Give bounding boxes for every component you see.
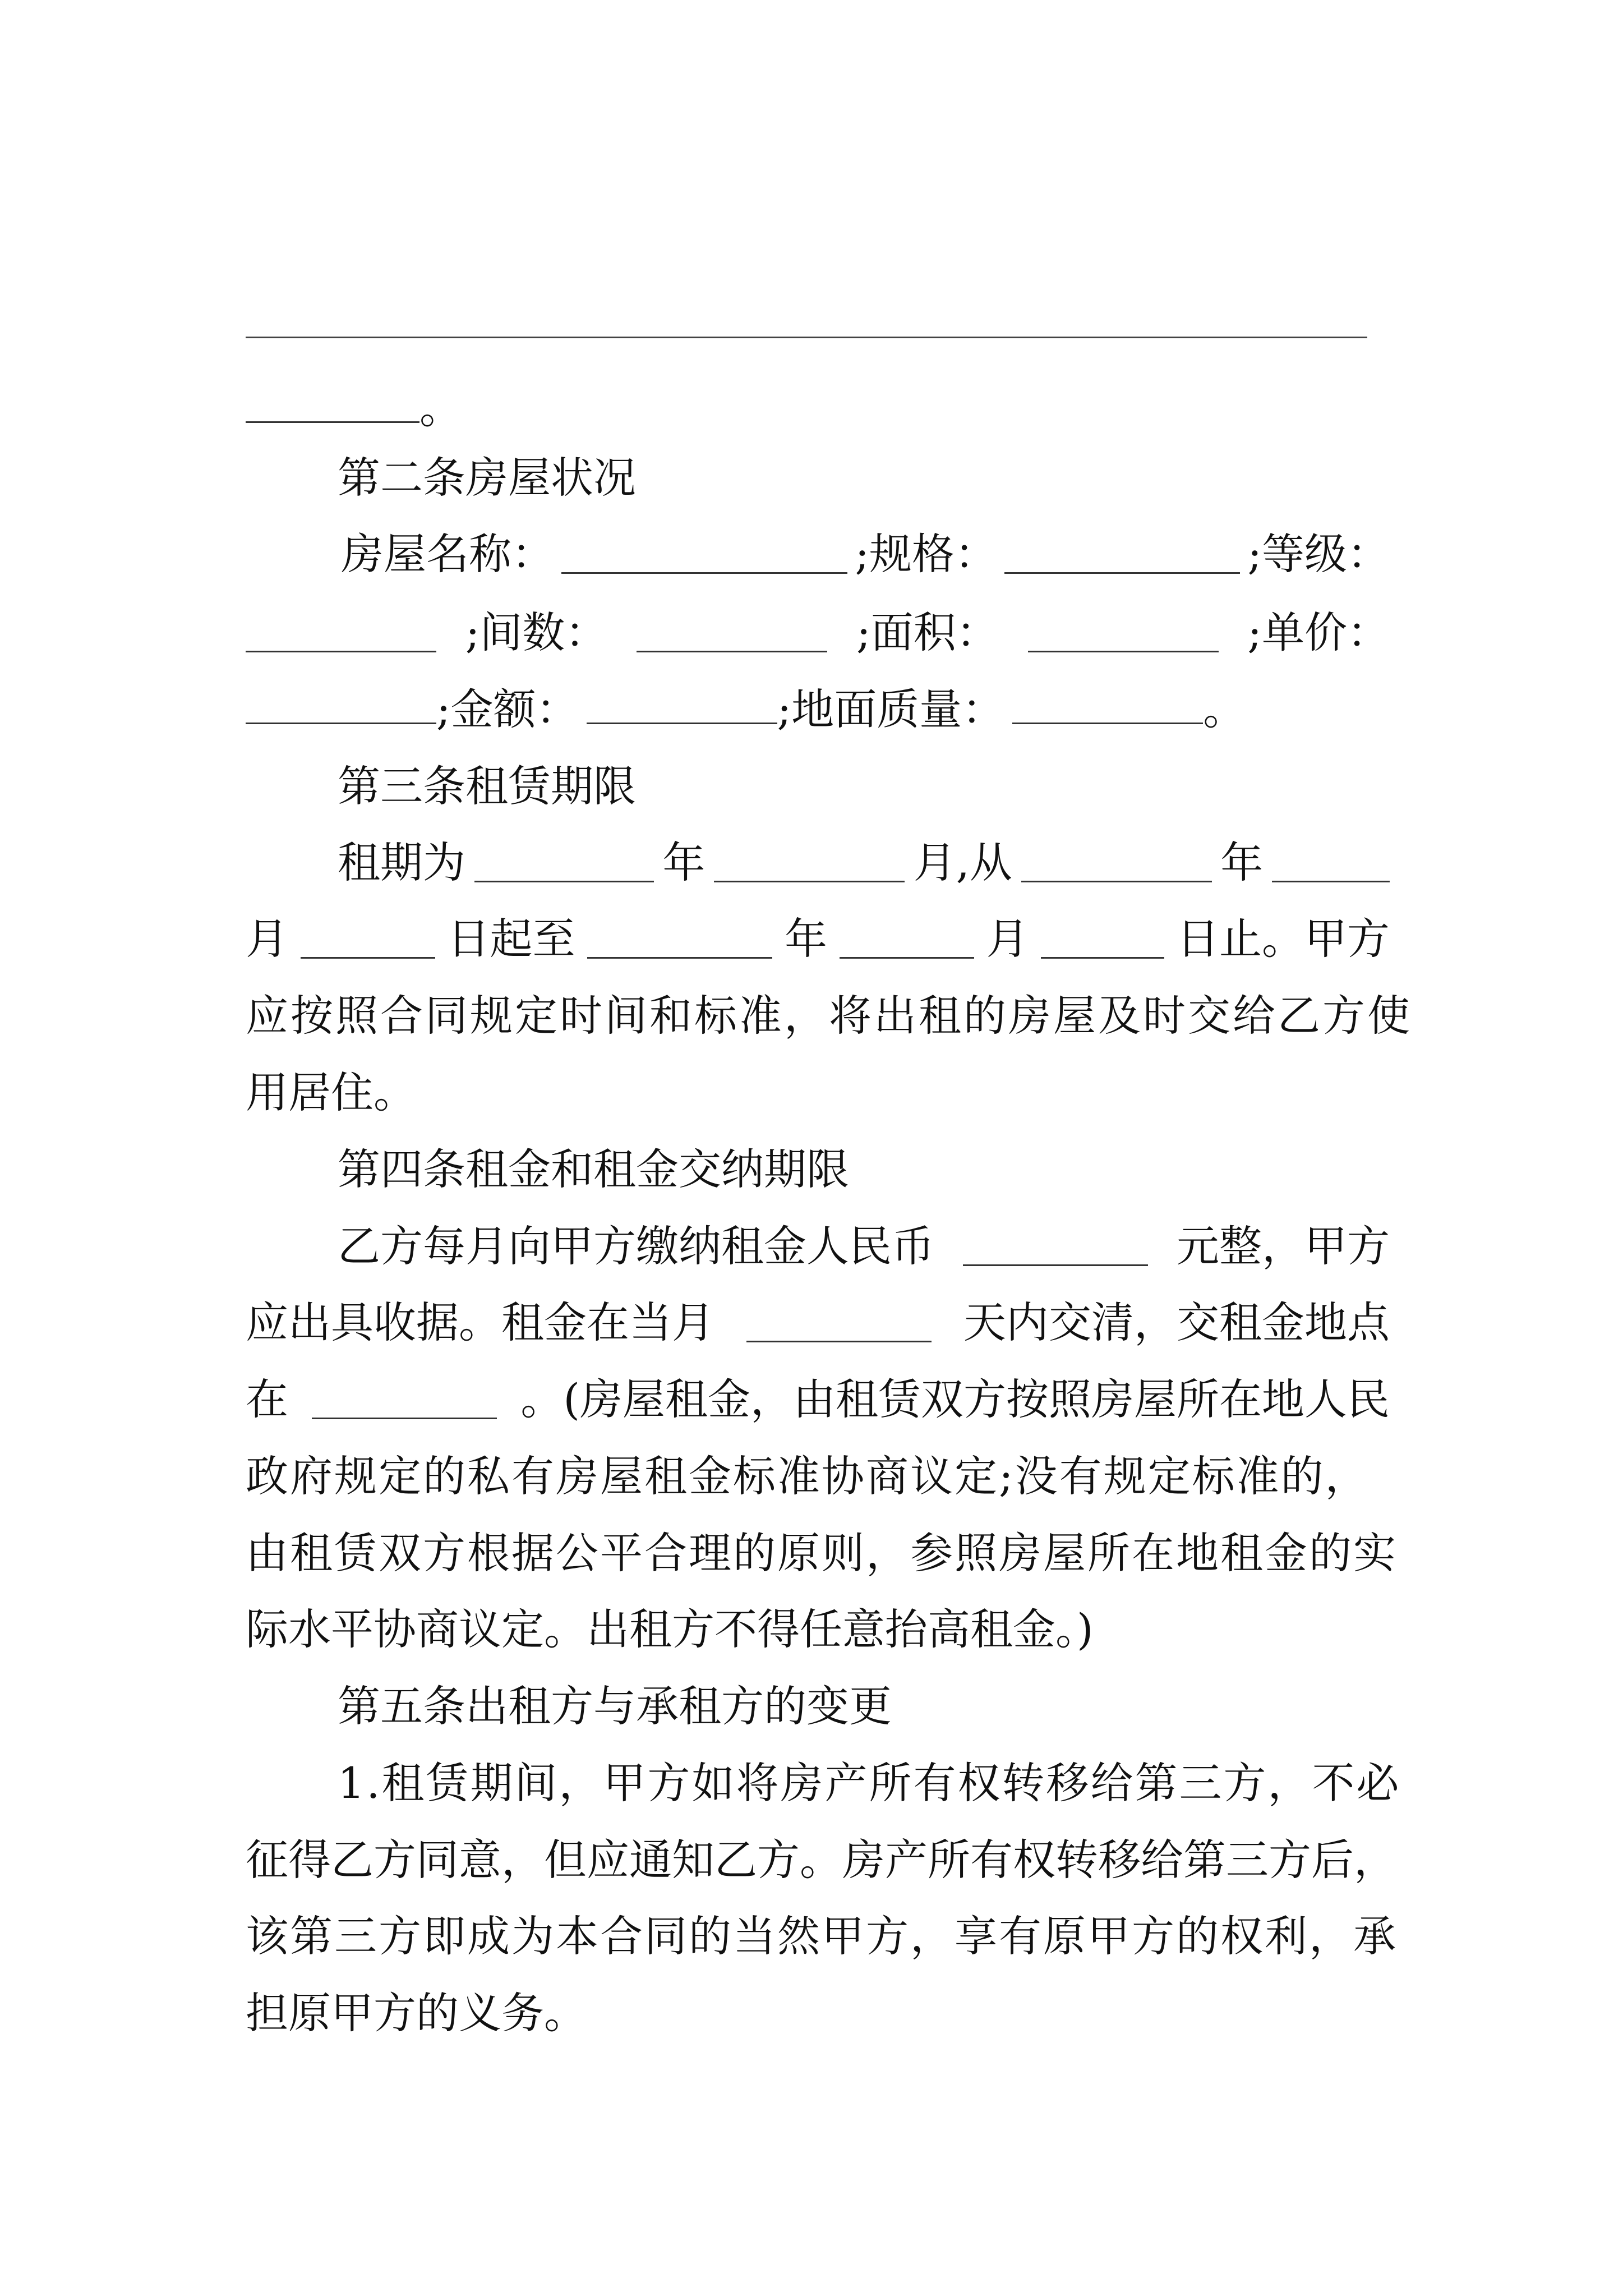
amount-blank bbox=[587, 685, 777, 724]
article-5-line-3: 该第三方即成为本合同的当然甲方，享有原甲方的权利，承 bbox=[246, 1911, 1398, 1961]
blank-field bbox=[246, 384, 419, 423]
unit-price-blank bbox=[246, 685, 436, 724]
end-year-blank bbox=[587, 920, 772, 959]
unit-price-label: ;单价： bbox=[1247, 608, 1390, 657]
article-2-heading: 第二条房屋状况 bbox=[338, 453, 636, 503]
article-5-line-2: 征得乙方同意，但应通知乙方。房产所有权转移给第三方后， bbox=[246, 1835, 1396, 1885]
floor-quality-blank bbox=[1012, 685, 1203, 724]
article-4-line-6: 际水平协商议定。出租方不得任意抬高租金。) bbox=[246, 1604, 1094, 1654]
article-4-line-2: 应出具收据。租金在当月 天内交清，交租金地点 bbox=[246, 1297, 1390, 1347]
term-years-blank bbox=[474, 844, 654, 882]
monthly-rent-blank bbox=[963, 1227, 1148, 1266]
grade-blank bbox=[246, 614, 436, 652]
article-5-line-1: 1.租赁期间，甲方如将房产所有权转移给第三方，不必 bbox=[338, 1758, 1401, 1808]
article-4-line-4: 政府规定的私有房屋租金标准协商议定;没有规定标准的， bbox=[246, 1451, 1370, 1501]
article-2-line-3: ;金额： ;地面质量： 。 bbox=[246, 676, 1390, 743]
clause-tail: 。 bbox=[246, 375, 1390, 442]
term-months-blank bbox=[714, 844, 905, 882]
blank-line bbox=[246, 337, 1367, 338]
rooms-blank bbox=[637, 614, 827, 652]
article-3-heading: 第三条租赁期限 bbox=[338, 761, 636, 811]
payment-location-blank bbox=[312, 1381, 497, 1419]
article-4-line-3: 在 。(房屋租金，由租赁双方按照房屋所在地人民 bbox=[246, 1374, 1390, 1424]
end-month-blank bbox=[840, 920, 974, 959]
spec-blank bbox=[1004, 535, 1240, 574]
end-day-blank bbox=[1041, 920, 1164, 959]
article-3-line-2: 月 日起至 年 月 日止。甲方 bbox=[246, 914, 1390, 964]
article-2-line-2 bbox=[246, 599, 1390, 666]
article-3-line-4: 用居住。 bbox=[246, 1068, 416, 1117]
start-year-blank bbox=[1021, 844, 1212, 882]
article-5-heading: 第五条出租方与承租方的变更 bbox=[338, 1681, 892, 1731]
article-4-heading: 第四条租金和租金交纳期限 bbox=[338, 1144, 849, 1194]
article-5-line-4: 担原甲方的义务。 bbox=[246, 1988, 587, 2038]
house-name-blank bbox=[561, 535, 847, 574]
article-3-line-1: 租期为 年 月,从 年 bbox=[246, 829, 1390, 896]
area-label: ;面积： bbox=[856, 608, 999, 657]
start-day-blank bbox=[301, 920, 435, 959]
amount-label: ;金额： bbox=[436, 684, 579, 734]
grade-label: ;等级： bbox=[1247, 529, 1390, 579]
article-4-line-5: 由租赁双方根据公平合理的原则，参照房屋所在地租金的实 bbox=[246, 1528, 1398, 1578]
rooms-label: ;间数： bbox=[465, 608, 608, 657]
payment-days-blank bbox=[746, 1304, 932, 1342]
article-3-line-3: 应按照合同规定时间和标准，将出租的房屋及时交给乙方使 bbox=[246, 991, 1412, 1041]
area-blank bbox=[1028, 614, 1219, 652]
article-4-line-1: 乙方每月向甲方缴纳租金人民币 元整，甲方 bbox=[338, 1221, 1390, 1271]
house-name-label: 房屋名称： bbox=[341, 529, 554, 579]
floor-quality-label: ;地面质量： bbox=[777, 684, 1005, 734]
start-month-blank bbox=[1272, 844, 1390, 882]
spec-label: ;规格： bbox=[855, 529, 997, 579]
article-2-line-1 bbox=[246, 521, 1390, 588]
